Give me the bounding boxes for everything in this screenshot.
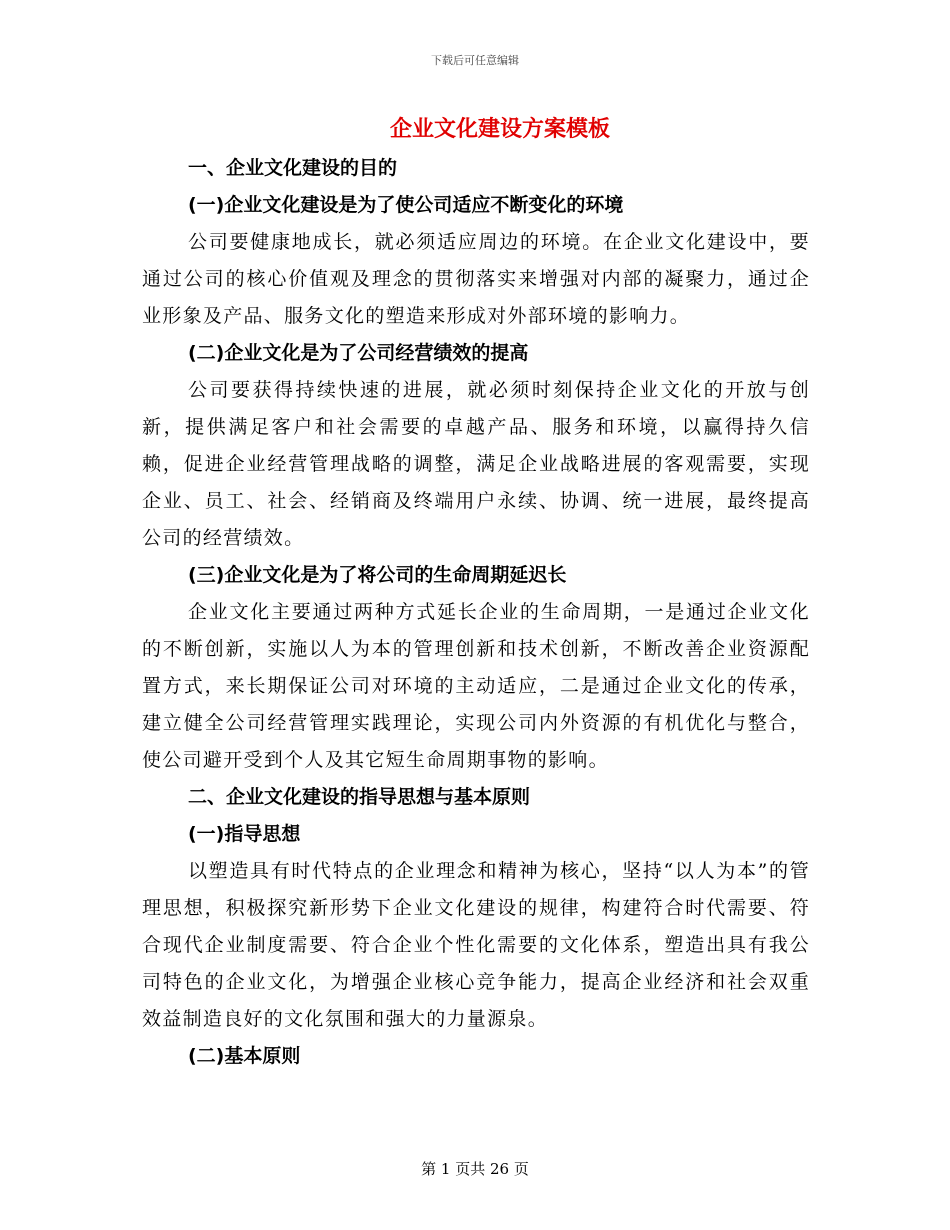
paragraph-2: 公司要获得持续快速的进展，就必须时刻保持企业文化的开放与创新，提供满足客户和社会需要的卓越产品、服务和环境，以赢得持久信赖，促进企业经营管理战略的调整，满足企业战略进展的客观需要，实现企业、员工、社会、经销商及终端用户永续、协调、统一进展，最终提高公司的经营绩效。 [142, 379, 810, 549]
page-number: 第 1 页共 26 页 [421, 1160, 529, 1178]
document-body [142, 150, 810, 1075]
paragraph-4: 以塑造具有时代特点的企业理念和精神为核心，坚持“以人为本”的管理思想，积极探究新形势下企业文化建设的规律，构建符合时代需要、符合现代企业制度需要、符合企业个性化需要的文化体系，塑造出具有我公司特色的企业文化，为增强企业核心竞争能力，提高企业经济和社会双重效益制造良好的文化氛围和强大的力量源泉。 [142, 860, 810, 1030]
header-note: 下载后可任意编辑 [431, 54, 519, 67]
subsection-heading-1-2: (二)企业文化是为了公司经营绩效的提高 [188, 342, 529, 364]
section-heading-2: 二、企业文化建设的指导思想与基本原则 [188, 786, 531, 808]
document-title: 企业文化建设方案模板 [389, 117, 610, 142]
subsection-heading-2-1: (一)指导思想 [188, 823, 301, 845]
paragraph-1: 公司要健康地成长，就必须适应周边的环境。在企业文化建设中，要通过公司的核心价值观及理念的贯彻落实来增强对内部的凝聚力，通过企业形象及产品、服务文化的塑造来形成对外部环境的影响力。 [142, 231, 810, 327]
paragraph-3: 企业文化主要通过两种方式延长企业的生命周期，一是通过企业文化的不断创新，实施以人为本的管理创新和技术创新，不断改善企业资源配置方式，来长期保证公司对环境的主动适应，二是通过企业文化的传承，建立健全公司经营管理实践理论，实现公司内外资源的有机优化与整合，使公司避开受到个人及其它短生命周期事物的影响。 [142, 601, 810, 771]
subsection-heading-1-1: (一)企业文化建设是为了使公司适应不断变化的环境 [188, 194, 624, 216]
section-heading-1: 一、企业文化建设的目的 [188, 157, 398, 179]
subsection-heading-2-2: (二)基本原则 [188, 1045, 301, 1067]
subsection-heading-1-3: (三)企业文化是为了将公司的生命周期延迟长 [188, 564, 567, 586]
